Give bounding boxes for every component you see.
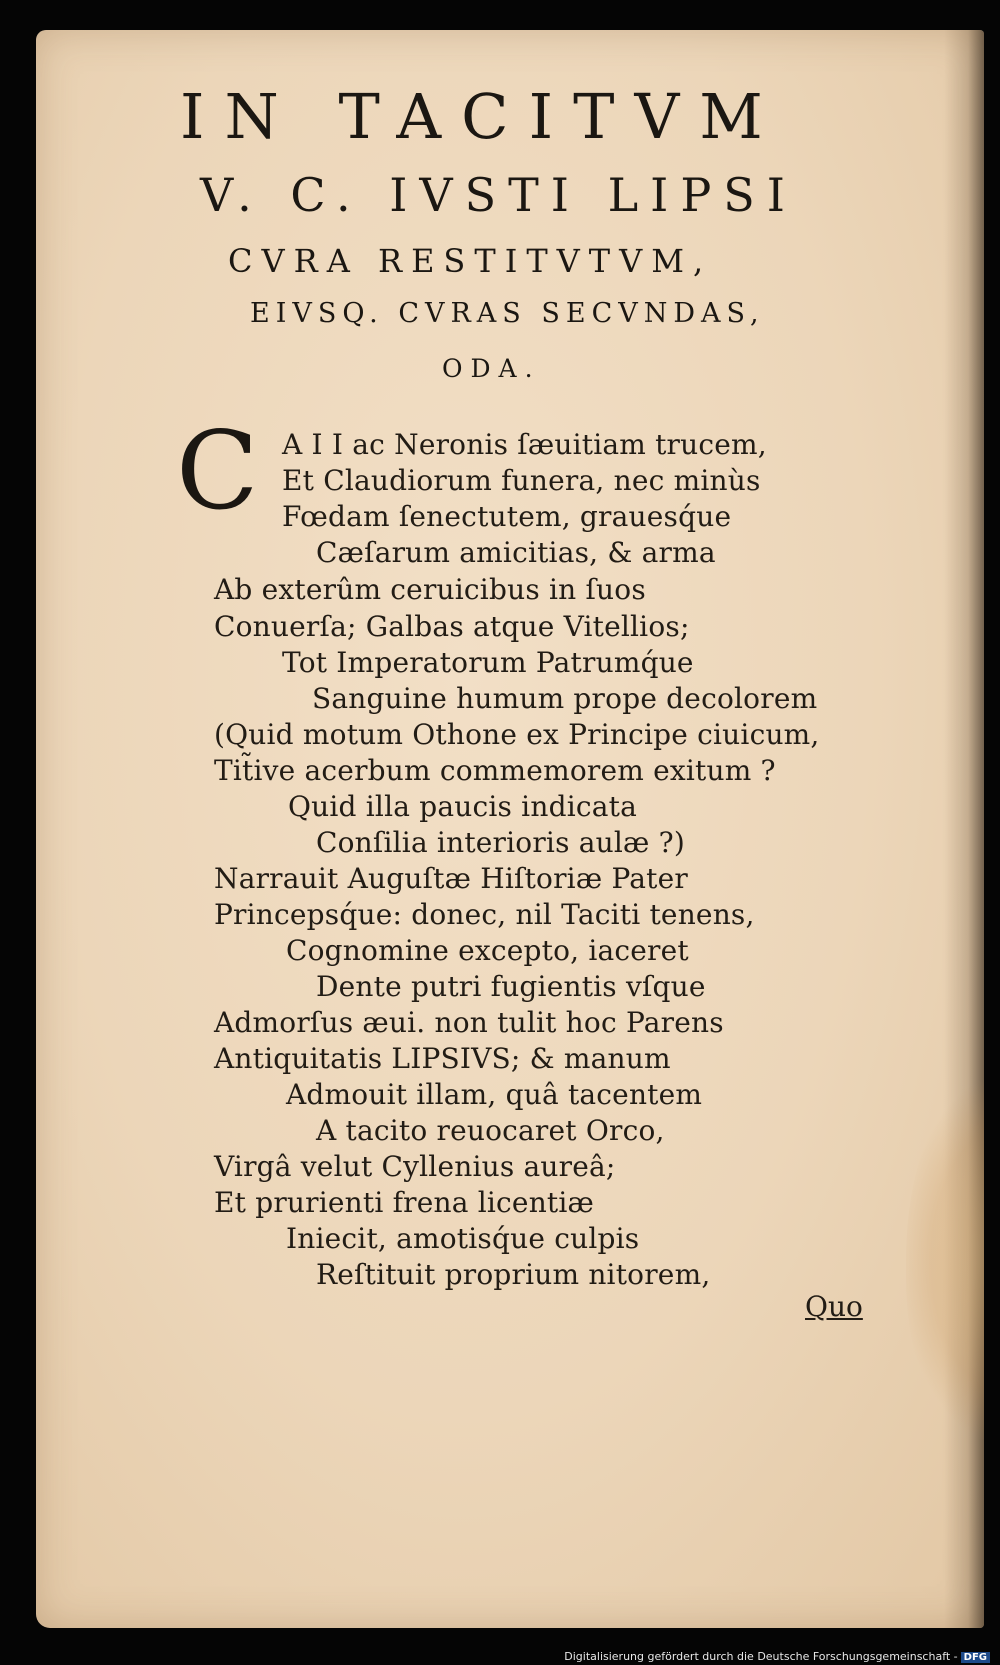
verse-line-22: Et prurienti frena licentiæ [214, 1186, 595, 1219]
verse-line-13: Narrauit Auguſtæ Hiſtoriæ Pater [214, 862, 688, 895]
verse-line-4: Cæſarum amicitias, & arma [316, 536, 716, 569]
title-line-1: IN TACITVM [180, 80, 783, 153]
verse-line-15: Cognomine excepto, iaceret [286, 934, 689, 967]
verse-line-12: Conſilia interioris aulæ ?) [316, 826, 685, 859]
verse-line-23: Iniecit, amotisq́ue culpis [286, 1222, 640, 1255]
verse-line-17: Admorſus æui. non tulit hoc Parens [214, 1006, 724, 1039]
digitization-credit [564, 1650, 990, 1663]
verse-line-5: Ab exterûm ceruicibus in ſuos [214, 573, 646, 606]
verse-line-7: Tot Imperatorum Patrumq́ue [282, 646, 694, 679]
verse-line-1: A I I ac Neronis ſæuitiam trucem, [282, 428, 767, 461]
catchword: Quo [805, 1290, 863, 1323]
verse-line-24: Reſtituit proprium nitorem, [316, 1258, 711, 1291]
title-line-3: CVRA RESTITVTVM, [228, 242, 713, 280]
verse-line-19: Admouit illam, quâ tacentem [286, 1078, 703, 1111]
verse-line-2: Et Claudiorum funera, nec minùs [282, 464, 761, 497]
verse-line-9: (Quid motum Othone ex Principe ciuicum, [214, 718, 820, 751]
title-line-4: EIVSQ. CVRAS SECVNDAS, [250, 298, 765, 329]
title-line-5: ODA. [442, 354, 541, 383]
verse-line-3: Fœdam ſenectutem, grauesq́ue [282, 500, 732, 533]
digitization-credit-text: Digitalisierung gefördert durch die Deutsche Forschungsgemeinschaft - [564, 1650, 958, 1663]
verse-line-18: Antiquitatis LIPSIVS; & manum [214, 1042, 671, 1075]
title-line-2: V. C. IVSTI LIPSI [200, 168, 797, 222]
verse-line-6: Conuerſa; Galbas atque Vitellios; [214, 610, 690, 643]
verse-line-20: A tacito reuocaret Orco, [316, 1114, 665, 1147]
verse-line-14: Princepsq́ue: donec, nil Taciti tenens, [214, 898, 755, 931]
verse-line-8: Sanguine humum prope decolorem [312, 682, 818, 715]
drop-cap-initial: C [176, 409, 259, 534]
verse-line-21: Virgâ velut Cyllenius aureâ; [214, 1150, 616, 1183]
verse-line-11: Quid illa paucis indicata [288, 790, 637, 823]
verse-line-10: Tit̃ive acerbum commemorem exitum ? [214, 754, 776, 787]
dfg-logo: DFG [961, 1652, 990, 1663]
verse-line-16: Dente putri fugientis vſque [316, 970, 706, 1003]
